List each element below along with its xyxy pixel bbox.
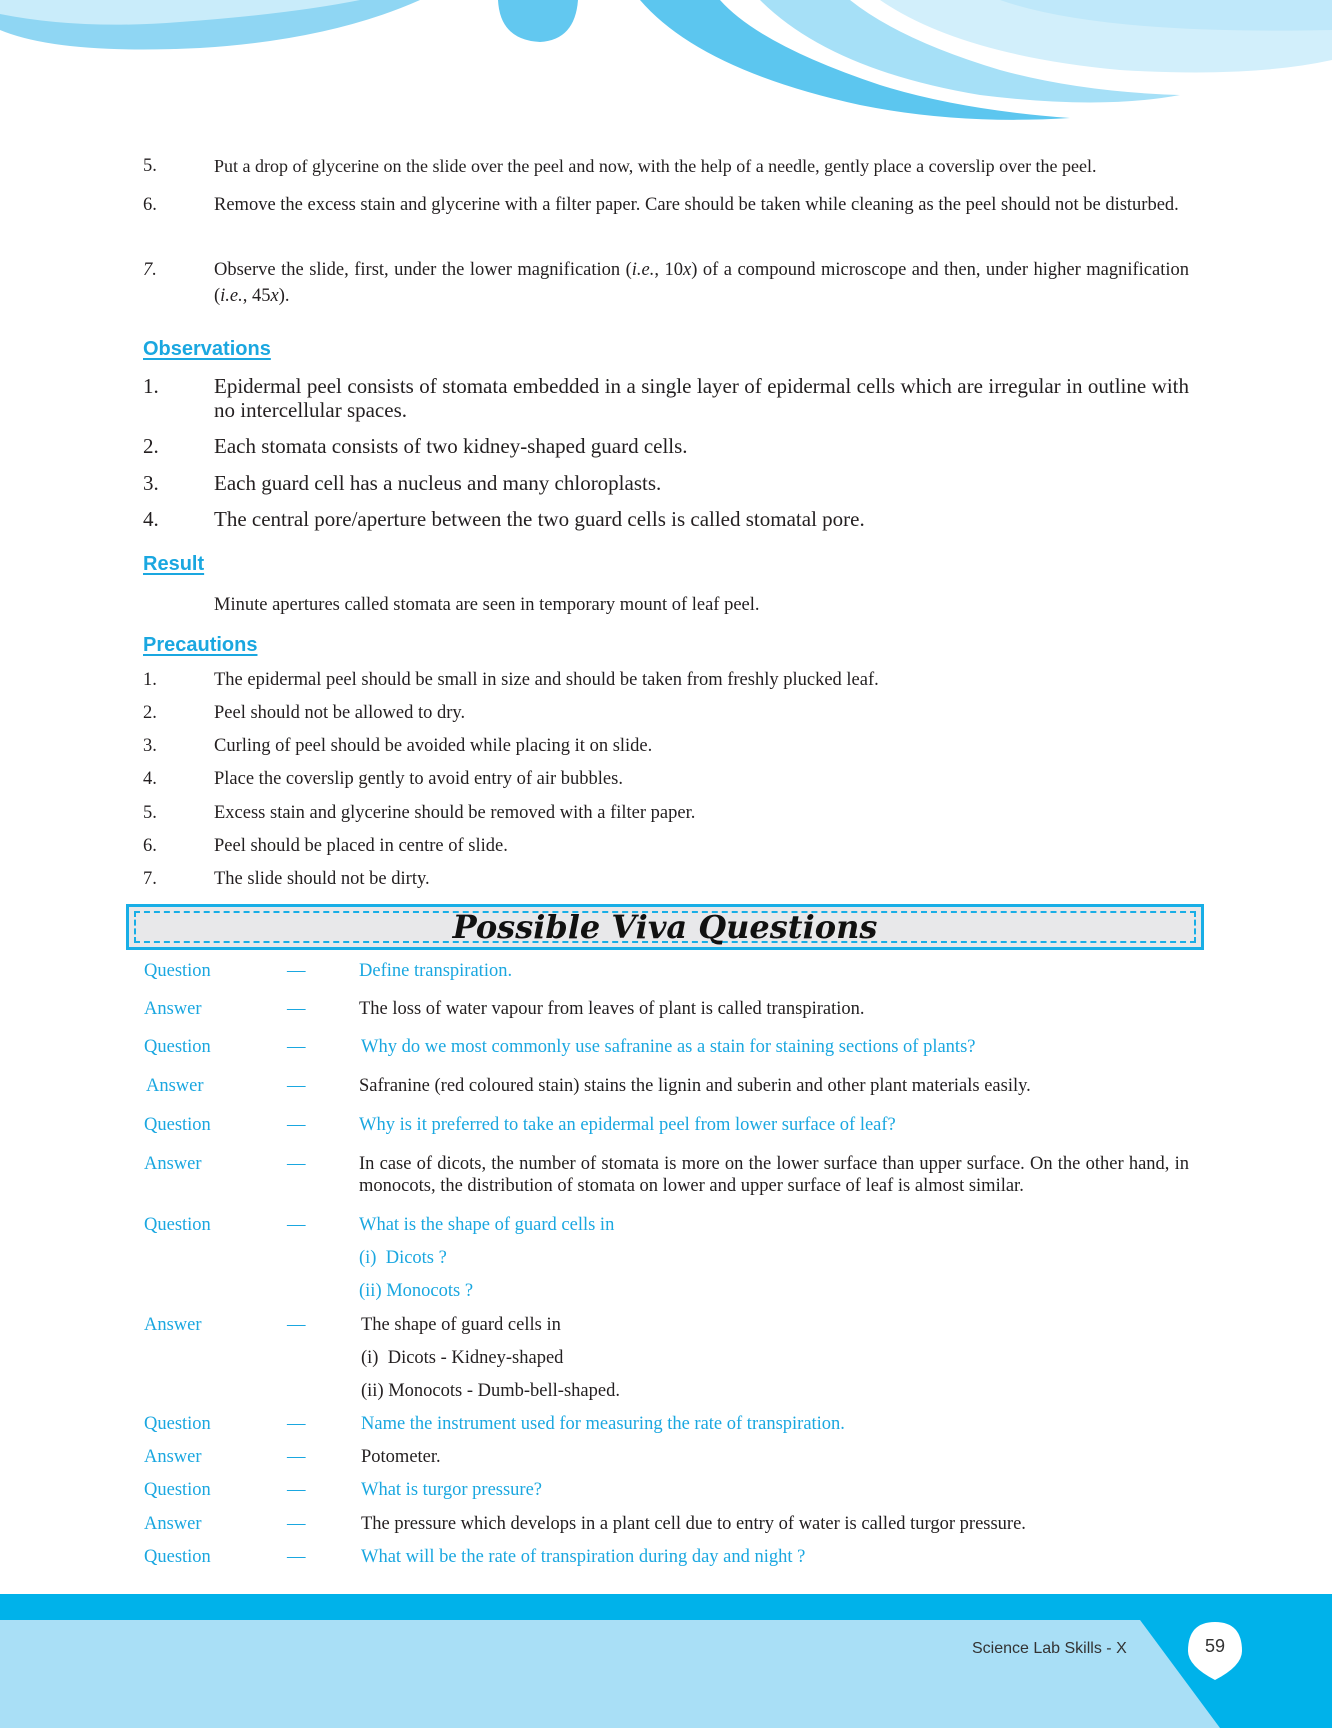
step-number: 6. [143, 195, 157, 215]
item-text: The slide should not be dirty. [214, 869, 430, 889]
dash: — [287, 1076, 306, 1096]
question-label: Question [144, 1480, 211, 1500]
question-text: Why is it preferred to take an epidermal peel from lower surface of leaf? [359, 1115, 896, 1135]
dash: — [287, 1154, 306, 1174]
step-number: 5. [143, 156, 157, 176]
answer-subline-text: (i) Dicots - Kidney-shaped [361, 1348, 564, 1368]
precautions-heading: Precautions [143, 634, 258, 656]
step-text: Observe the slide, first, under the lower magnification (i.e., 10x) of a compound microscope and then, under higher magnification (i.e., 45x). [214, 260, 1189, 306]
answer-label: Answer [144, 1514, 202, 1534]
dash: — [287, 1514, 306, 1534]
step-number: 7. [143, 260, 157, 280]
question-label: Question [144, 961, 211, 981]
dash: — [287, 1447, 306, 1467]
dash: — [287, 1037, 306, 1057]
item-number: 6. [143, 836, 157, 856]
dash: — [287, 1414, 306, 1434]
item-text: The central pore/aperture between the two guard cells is called stomatal pore. [214, 507, 865, 531]
item-text: The epidermal peel should be small in size and should be taken from freshly plucked leaf. [214, 670, 879, 690]
item-text: Epidermal peel consists of stomata embedded in a single layer of epidermal cells which are irregular in outline with no intercellular spaces. [214, 374, 1189, 422]
answer-label: Answer [144, 999, 202, 1019]
question-text: Why do we most commonly use safranine as a stain for staining sections of plants? [361, 1037, 976, 1057]
answer-label: Answer [144, 1315, 202, 1335]
result-text: Minute apertures called stomata are seen in temporary mount of leaf peel. [214, 595, 760, 615]
footer-band [0, 1594, 1332, 1728]
item-text: Peel should be placed in centre of slide. [214, 836, 508, 856]
item-number: 5. [143, 803, 157, 823]
question-subline-text: (ii) Monocots ? [359, 1281, 474, 1301]
answer-text: Potometer. [361, 1447, 441, 1467]
answer-label: Answer [144, 1154, 202, 1174]
question-label: Question [144, 1547, 211, 1567]
answer-text: In case of dicots, the number of stomata is more on the lower surface than upper surface. On the other hand, in monocots, the distribution of stomata on lower and upper surface of leaf is almost similar. [359, 1154, 1189, 1196]
question-text: What is the shape of guard cells in [359, 1215, 615, 1235]
item-number: 3. [143, 471, 159, 495]
dash: — [287, 1115, 306, 1135]
footer-book-title: Science Lab Skills - X [972, 1640, 1127, 1657]
answer-label: Answer [144, 1447, 202, 1467]
question-label: Question [144, 1215, 211, 1235]
top-wave-decoration [0, 0, 1332, 135]
answer-label: Answer [146, 1076, 204, 1096]
step-text: Put a drop of glycerine on the slide over the peel and now, with the help of a needle, gently place a coverslip over the peel. [214, 156, 1097, 176]
question-label: Question [144, 1037, 211, 1057]
question-text: Define transpiration. [359, 961, 513, 981]
dash: — [287, 999, 306, 1019]
answer-text: Safranine (red coloured stain) stains the lignin and suberin and other plant materials easily. [359, 1076, 1031, 1096]
item-number: 3. [143, 736, 157, 756]
step-text: Remove the excess stain and glycerine with a filter paper. Care should be taken while cleaning as the peel should not be disturbed. [214, 195, 1179, 215]
dash: — [287, 1315, 306, 1335]
answer-text: The shape of guard cells in [361, 1315, 561, 1335]
item-text: Each guard cell has a nucleus and many chloroplasts. [214, 471, 662, 495]
item-number: 4. [143, 769, 157, 789]
dash: — [287, 961, 306, 981]
item-number: 1. [143, 670, 157, 690]
item-text: Peel should not be allowed to dry. [214, 703, 466, 723]
page-number: 59 [1204, 1636, 1226, 1656]
item-number: 2. [143, 703, 157, 723]
item-number: 7. [143, 869, 157, 889]
question-label: Question [144, 1115, 211, 1135]
viva-title: Possible Viva Questions [452, 908, 878, 946]
dash: — [287, 1547, 306, 1567]
answer-text: The loss of water vapour from leaves of plant is called transpiration. [359, 999, 865, 1019]
item-text: Curling of peel should be avoided while placing it on slide. [214, 736, 653, 756]
answer-text: The pressure which develops in a plant cell due to entry of water is called turgor pressure. [361, 1514, 1026, 1534]
question-subline-text: (i) Dicots ? [359, 1248, 447, 1268]
question-text: Name the instrument used for measuring the rate of transpiration. [361, 1414, 845, 1434]
viva-banner [126, 904, 1204, 950]
question-text: What will be the rate of transpiration during day and night ? [361, 1547, 806, 1567]
item-number: 4. [143, 507, 159, 531]
result-heading: Result [143, 553, 205, 575]
dash: — [287, 1480, 306, 1500]
item-text: Place the coverslip gently to avoid entry of air bubbles. [214, 769, 623, 789]
item-number: 2. [143, 434, 159, 458]
answer-subline-text: (ii) Monocots - Dumb-bell-shaped. [361, 1381, 620, 1401]
question-label: Question [144, 1414, 211, 1434]
dash: — [287, 1215, 306, 1235]
item-number: 1. [143, 374, 159, 398]
item-text: Excess stain and glycerine should be removed with a filter paper. [214, 803, 696, 823]
question-text: What is turgor pressure? [361, 1480, 543, 1500]
observations-heading: Observations [143, 338, 271, 360]
item-text: Each stomata consists of two kidney-shaped guard cells. [214, 434, 688, 458]
